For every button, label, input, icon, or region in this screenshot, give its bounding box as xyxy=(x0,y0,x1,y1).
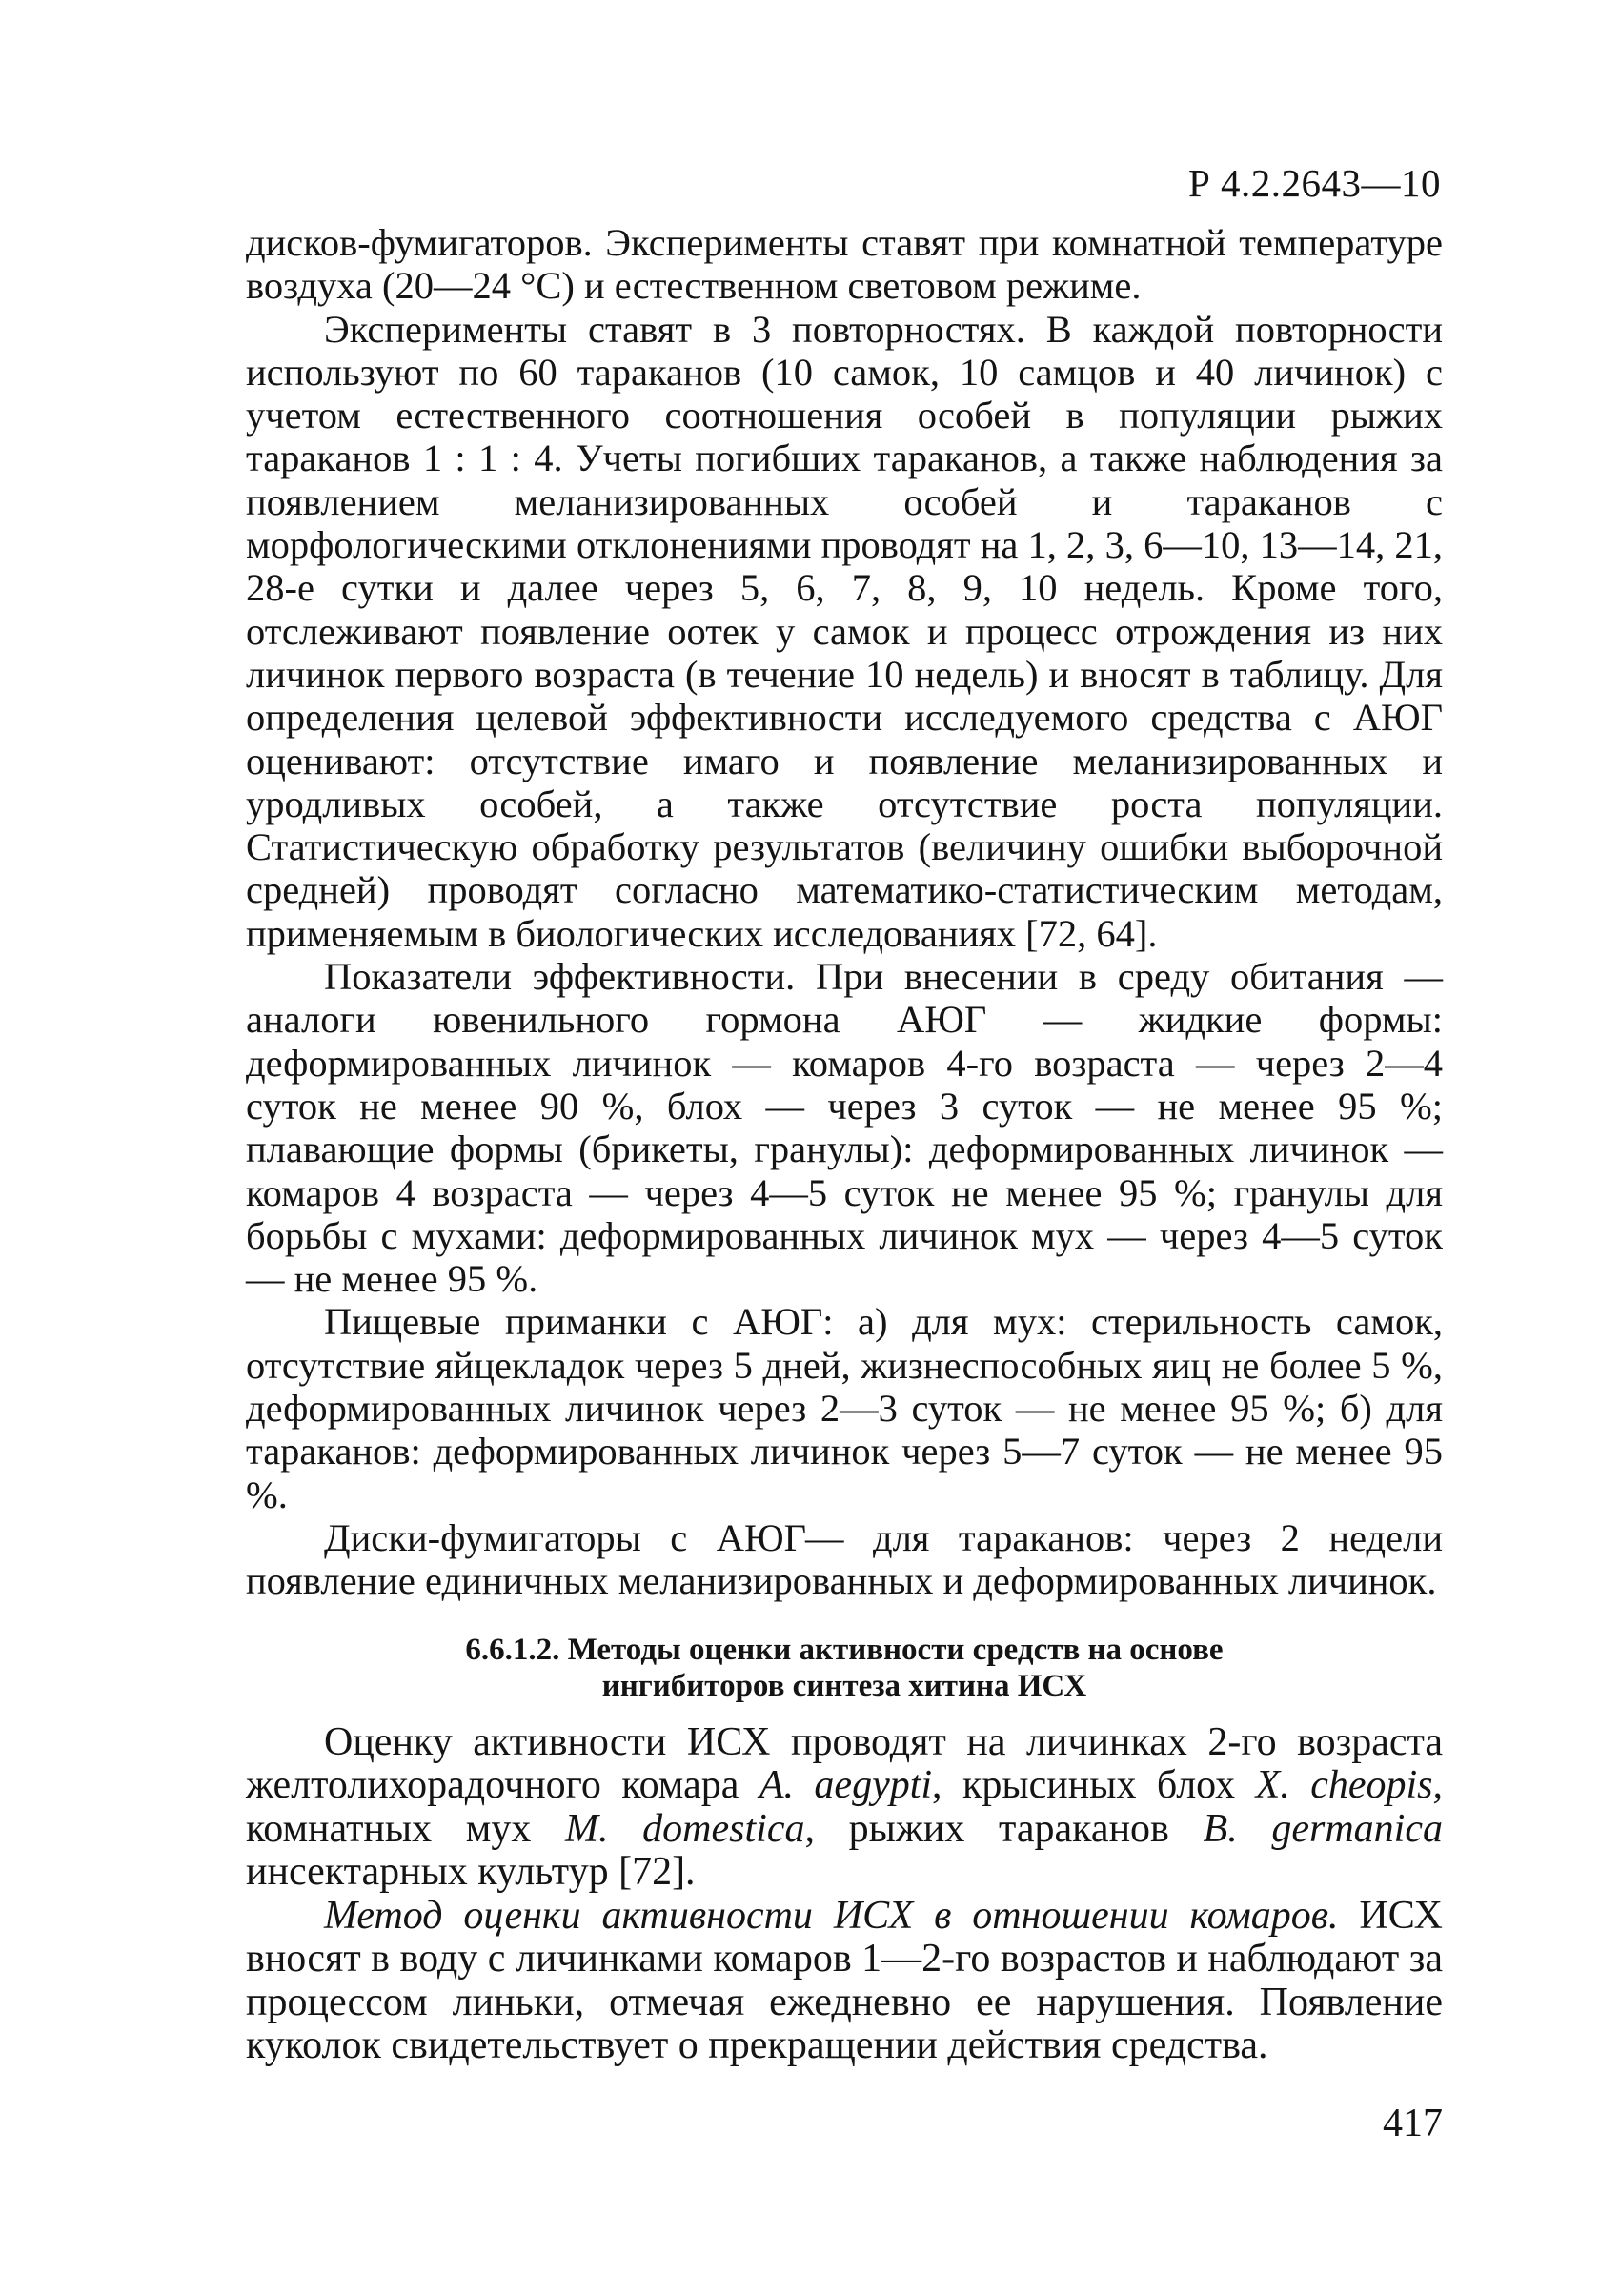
section-body xyxy=(246,1721,1443,2068)
species-domestica: M. domestica xyxy=(565,1806,805,1851)
text-run: , рыжих тараканов xyxy=(804,1806,1204,1851)
text-run: инсектарных культур [72]. xyxy=(246,1850,696,1894)
document-code: Р 4.2.2643—10 xyxy=(1187,161,1441,205)
section-heading-line-2: ингибиторов синтеза хитина ИСХ xyxy=(601,1668,1087,1703)
text-run: Оценку активности ИСХ проводят на личинках 2-го возраста желтолихорадочного комара xyxy=(246,1719,1443,1807)
paragraph-baits: Пищевые приманки с АЮГ: а) для мух: стерильность самок, отсутствие яйцекладок через 5 дней, жизнеспособных яиц не более 5 %, деформированных личинок через 2—3 суток — не менее 95 %; б) для тараканов: деформированных личинок через 5—7 суток — не менее 95 %. xyxy=(246,1300,1443,1516)
method-lead: Метод оценки активности ИСХ в отношении комаров. xyxy=(324,1893,1339,1938)
paragraph-ish-cultures xyxy=(246,1721,1443,1895)
section-heading-line-1: 6.6.1.2. Методы оценки активности средств на основе xyxy=(465,1632,1224,1667)
text-run: ИСХ вносят в воду с личинками комаров 1—2-го возрастов и наблюдают за процессом линьки, отмечая ежедневно ее нарушения. Появление куколок свидетельствует о прекращении действия средства. xyxy=(246,1893,1443,2067)
paragraph-efficiency: Показатели эффективности. При внесении в среду обитания — аналоги ювенильного гормона АЮГ — жидкие формы: деформированных личинок — комаров 4-го возраста — через 2—4 суток не менее 90 %, блох — через 3 суток — не менее 95 %; плавающие формы (брикеты, гранулы): деформированных личинок — комаров 4 возраста — через 4—5 суток не менее 95 %; гранулы для борьбы с мухами: деформированных личинок мух — через 4—5 суток — не менее 95 %. xyxy=(246,955,1443,1301)
species-cheopis: X. cheopis, xyxy=(1255,1763,1443,1807)
species-germanica: B. germanica xyxy=(1203,1806,1443,1851)
paragraph-experiments: Эксперименты ставят в 3 повторностях. В каждой повторности используют по 60 тараканов (10 самок, 10 самцов и 40 личинок) с учетом естественного соотношения особей в популяции рыжих тараканов 1 : 1 : 4. Учеты погибших тараканов, а также наблюдения за появлением меланизированных особей и тараканов с морфологическими отклонениями проводят на 1, 2, 3, 6—10, 13—14, 21, 28-е сутки и далее через 5, 6, 7, 8, 9, 10 недель. Кроме того, отслеживают появление оотек у самок и процесс отрождения из них личинок первого возраста (в течение 10 недель) и вносят в таблицу. Для определения целевой эффективности исследуемого средства с АЮГ оценивают: отсутствие имаго и появление меланизированных и уродливых особей, а также отсутствие роста популяции. Статистическую обработку результатов (величину ошибки выборочной средней) проводят согласно математико-статистическим методам, применяемым в биологических исследованиях [72, 64]. xyxy=(246,307,1443,955)
paragraph-continuation: дисков-фумигаторов. Эксперименты ставят при комнатной температуре воздуха (20—24 °С) и естественном световом режиме. xyxy=(246,221,1443,308)
paragraph-mosquito-method xyxy=(246,1895,1443,2068)
body-text xyxy=(246,221,1443,2068)
text-run: комнатных мух xyxy=(246,1806,566,1851)
species-aegypti: A. aegypti xyxy=(759,1763,933,1807)
section-heading xyxy=(246,1632,1443,1704)
paragraph-fumigators: Диски-фумигаторы с АЮГ— для тараканов: через 2 недели появление единичных меланизированных и деформированных личинок. xyxy=(246,1515,1443,1603)
text-run: , крысиных блох xyxy=(932,1763,1256,1807)
page-number: 417 xyxy=(1383,2102,1443,2145)
